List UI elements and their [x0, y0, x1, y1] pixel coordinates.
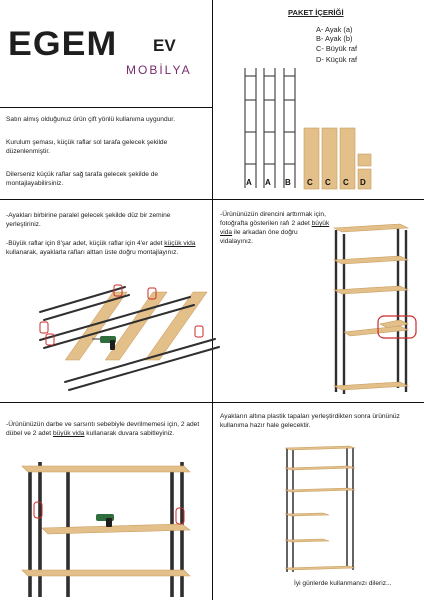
part-label-a2: A [265, 178, 271, 187]
package-item-c: C- Büyük raf [316, 44, 358, 53]
part-label-b: B [285, 178, 291, 187]
step2-shelf-illustration [330, 220, 415, 395]
part-label-d: D [360, 178, 366, 187]
step3-wall-mount-illustration [22, 462, 202, 597]
part-label-c2: C [325, 178, 331, 187]
package-item-d: D- Küçük raf [316, 55, 358, 64]
step2-pre: -Ürününüzün direncini arttırmak için, fotoğrafta gösterilen rafı 2 adet [220, 211, 326, 227]
step1-para-2 [6, 239, 204, 257]
part-label-a1: A [246, 178, 252, 187]
step1-screw-small: küçük vida [164, 240, 196, 247]
package-title: PAKET İÇERİĞİ [288, 8, 344, 17]
divider-2 [0, 199, 424, 200]
step2-text [220, 210, 330, 246]
package-parts-diagram [238, 66, 378, 191]
step1-para-2-post: kullanarak, ayaklarla rafları alttan üste doğru montajlayınız. [6, 249, 179, 256]
step1-para-2-pre: -Büyük raflar için 8'şar adet, küçük raflar için 4'er adet [6, 240, 165, 247]
logo-main: EGEM [8, 25, 118, 63]
intro-line-1: Satın almış olduğunuz ürün çift yönlü kullanıma uygundur. [6, 116, 175, 123]
step1-assembly-illustration [30, 282, 230, 392]
logo-suffix: EV [153, 36, 176, 55]
logo-subtitle: MOBİLYA [126, 63, 192, 77]
step3-pre: -Ürününüzün darbe ve sarsıntı sebebiyle devrilmemesi için, 2 adet dübel ve 2 adet [6, 421, 200, 437]
part-label-c1: C [307, 178, 313, 187]
step2-screw-big: büyük vida [220, 220, 330, 236]
drill-icon [92, 336, 116, 350]
intro-line-2: Kurulum şeması, küçük raflar sol tarafa gelecek şekilde düzenlenmiştir. [6, 139, 168, 155]
drill-icon [96, 514, 114, 527]
step3-text [6, 420, 208, 438]
step3-screw-big: büyük vida [52, 430, 85, 437]
intro-line-3: Dilerseniz küçük raflar sağ tarafa gelecek şekilde de montajlayabilirsiniz. [6, 171, 159, 187]
divider-3 [0, 402, 424, 403]
part-label-c3: C [343, 178, 349, 187]
final-product-illustration [283, 444, 363, 574]
step1-para-1: -Ayakları birbirine paralel gelecek şekilde düz bir zemine yerleştiriniz. [6, 212, 171, 228]
step2-post: ile arkadan öne doğru vidalayınız. [220, 229, 298, 245]
step3-post: kullanarak duvara sabitleyiniz. [84, 430, 175, 437]
step4-text: Ayakların altına plastik tapaları yerleştirdikten sonra ürününüz kullanıma hazır hale gelecektir. [220, 413, 400, 429]
package-item-b: B- Ayak (b) [316, 34, 353, 43]
closing-message: İyi günlerde kullanmanızı dileriz... [294, 580, 392, 587]
package-item-a: A- Ayak (a) [316, 25, 353, 34]
divider-1 [0, 107, 212, 108]
